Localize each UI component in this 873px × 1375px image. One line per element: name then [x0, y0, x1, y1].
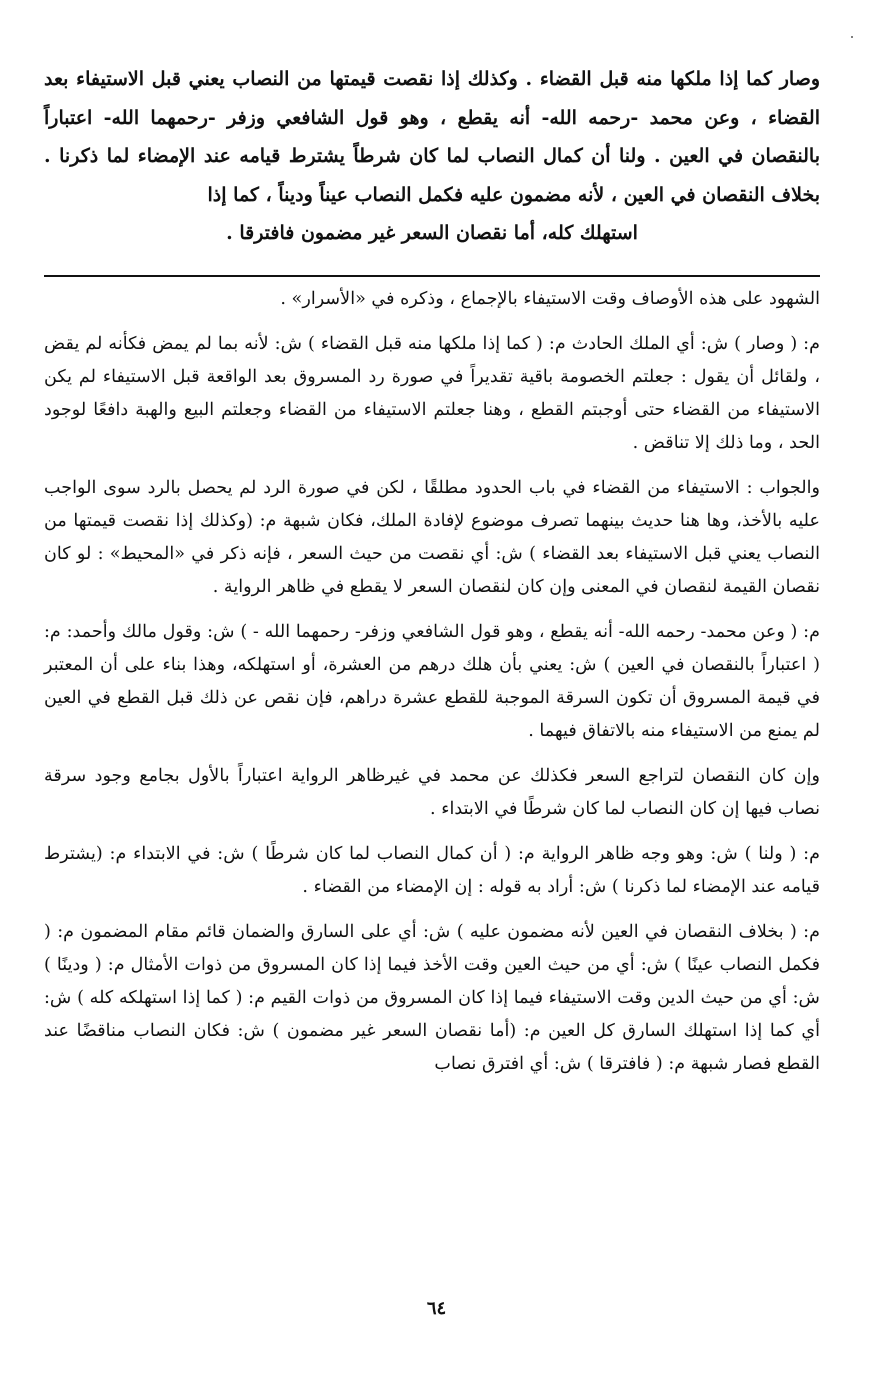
main-text-last-line: استهلك كله، أما نقصان السعر غير مضمون فافترقا . [226, 222, 638, 244]
book-page [44, 60, 820, 1093]
footnote-divider [44, 275, 820, 277]
commentary-paragraph-5: وإن كان النقصان لتراجع السعر فكذلك عن محمد في غيرظاهر الرواية اعتباراً بالأول بجامع وجود سرقة نصاب فيها إن كان النصاب لما كان شرطًا في الابتداء . [44, 765, 820, 819]
main-text-paragraph: وصار كما إذا ملكها منه قبل القضاء . وكذلك إذا نقصت قيمتها من النصاب يعني قبل الاستيفاء بعد القضاء ، وعن محمد -رحمه الله- أنه يقطع ، وهو قول الشافعي وزفر -رحمهما الله- اعتباراً بالنقصان في العين . ولنا أن كمال النصاب لما كان شرطاً يشترط قيامه عند الإمضاء لما ذكرنا . بخلاف النقصان في العين ، لأنه مضمون عليه فكمل النصاب عيناً وديناً ، كما إذا [44, 68, 820, 206]
commentary-paragraph-1: الشهود على هذه الأوصاف وقت الاستيفاء بالإجماع ، وذكره في «الأسرار» . [280, 288, 820, 309]
commentary-paragraph-3: والجواب : الاستيفاء من القضاء في باب الحدود مطلقًا ، لكن في صورة الرد لم يحصل بالرد سوى الواجب عليه بالأخذ، وها هنا حديث بينهما تصرف موضوع لإفادة الملك، فكان شبهة م: (وكذلك إذا نقصت قيمتها من النصاب يعني قبل الاستيفاء بعد القضاء ) ش: أي نقصت من حيث السعر ، فإنه ذكر في «المحيط» : لو كان نقصان القيمة لنقصان في المعنى وإن كان لنقصان السعر لا يقطع في ظاهر الرواية . [44, 477, 820, 597]
commentary-paragraph-7: م: ( بخلاف النقصان في العين لأنه مضمون عليه ) ش: أي على السارق والضمان قائم مقام المضمون م: ( فكمل النصاب عينًا ) ش: أي من حيث العين وقت الأخذ فيما إذا كان المسروق من ذوات الأمثال م: ( ودينًا ) ش: أي من حيث الدين وقت الاستيفاء فيما إذا كان المسروق من ذوات القيم م: ( كما إذا استهلكه كله ) ش: أي كما إذا استهلك السارق كل العين م: (أما نقصان السعر غير مضمون ) ش: فكان النصاب مناقضًا عند القطع فصار شبهة م: ( فافترقا ) ش: أي افترق نصاب [44, 921, 820, 1074]
commentary-block [44, 283, 820, 1081]
commentary-paragraph-2: م: ( وصار ) ش: أي الملك الحادث م: ( كما إذا ملكها منه قبل القضاء ) ش: لأنه بما لم يمض فكأنه لم يقض ، ولقائل أن يقول : جعلتم الخصومة باقية تقديراً في صورة رد المسروق بعد الواقعة قبل الاستيفاء لم يكن الاستيفاء من القضاء حتى أوجبتم القطع ، وهنا جعلتم الاستيفاء من القضاء وجعلتم البيع والهبة دافعًا لوجود الحد ، وما ذلك إلا تناقض . [44, 333, 820, 453]
page-number: ٦٤ [426, 1298, 447, 1319]
scan-speck [851, 36, 853, 38]
commentary-paragraph-4: م: ( وعن محمد- رحمه الله- أنه يقطع ، وهو قول الشافعي وزفر- رحمهما الله - ) ش: وقول مالك وأحمد: م: ( اعتباراً بالنقصان في العين ) ش: يعني بأن هلك درهم من العشرة، أو استهلكه، وهذا بناء على أن المعتبر في قيمة المسروق أن تكون السرقة الموجبة للقطع عشرة دراهم، فإن نقص عن ذلك قبل القطع في العين لم يمنع من الاستيفاء منه بالاتفاق فيهما . [44, 621, 820, 741]
main-text-block [44, 60, 820, 253]
commentary-paragraph-6: م: ( ولنا ) ش: وهو وجه ظاهر الرواية م: ( أن كمال النصاب لما كان شرطًا ) ش: في الابتداء م: (يشترط قيامه عند الإمضاء لما ذكرنا ) ش: أراد به قوله : إن الإمضاء من القضاء . [44, 843, 820, 897]
